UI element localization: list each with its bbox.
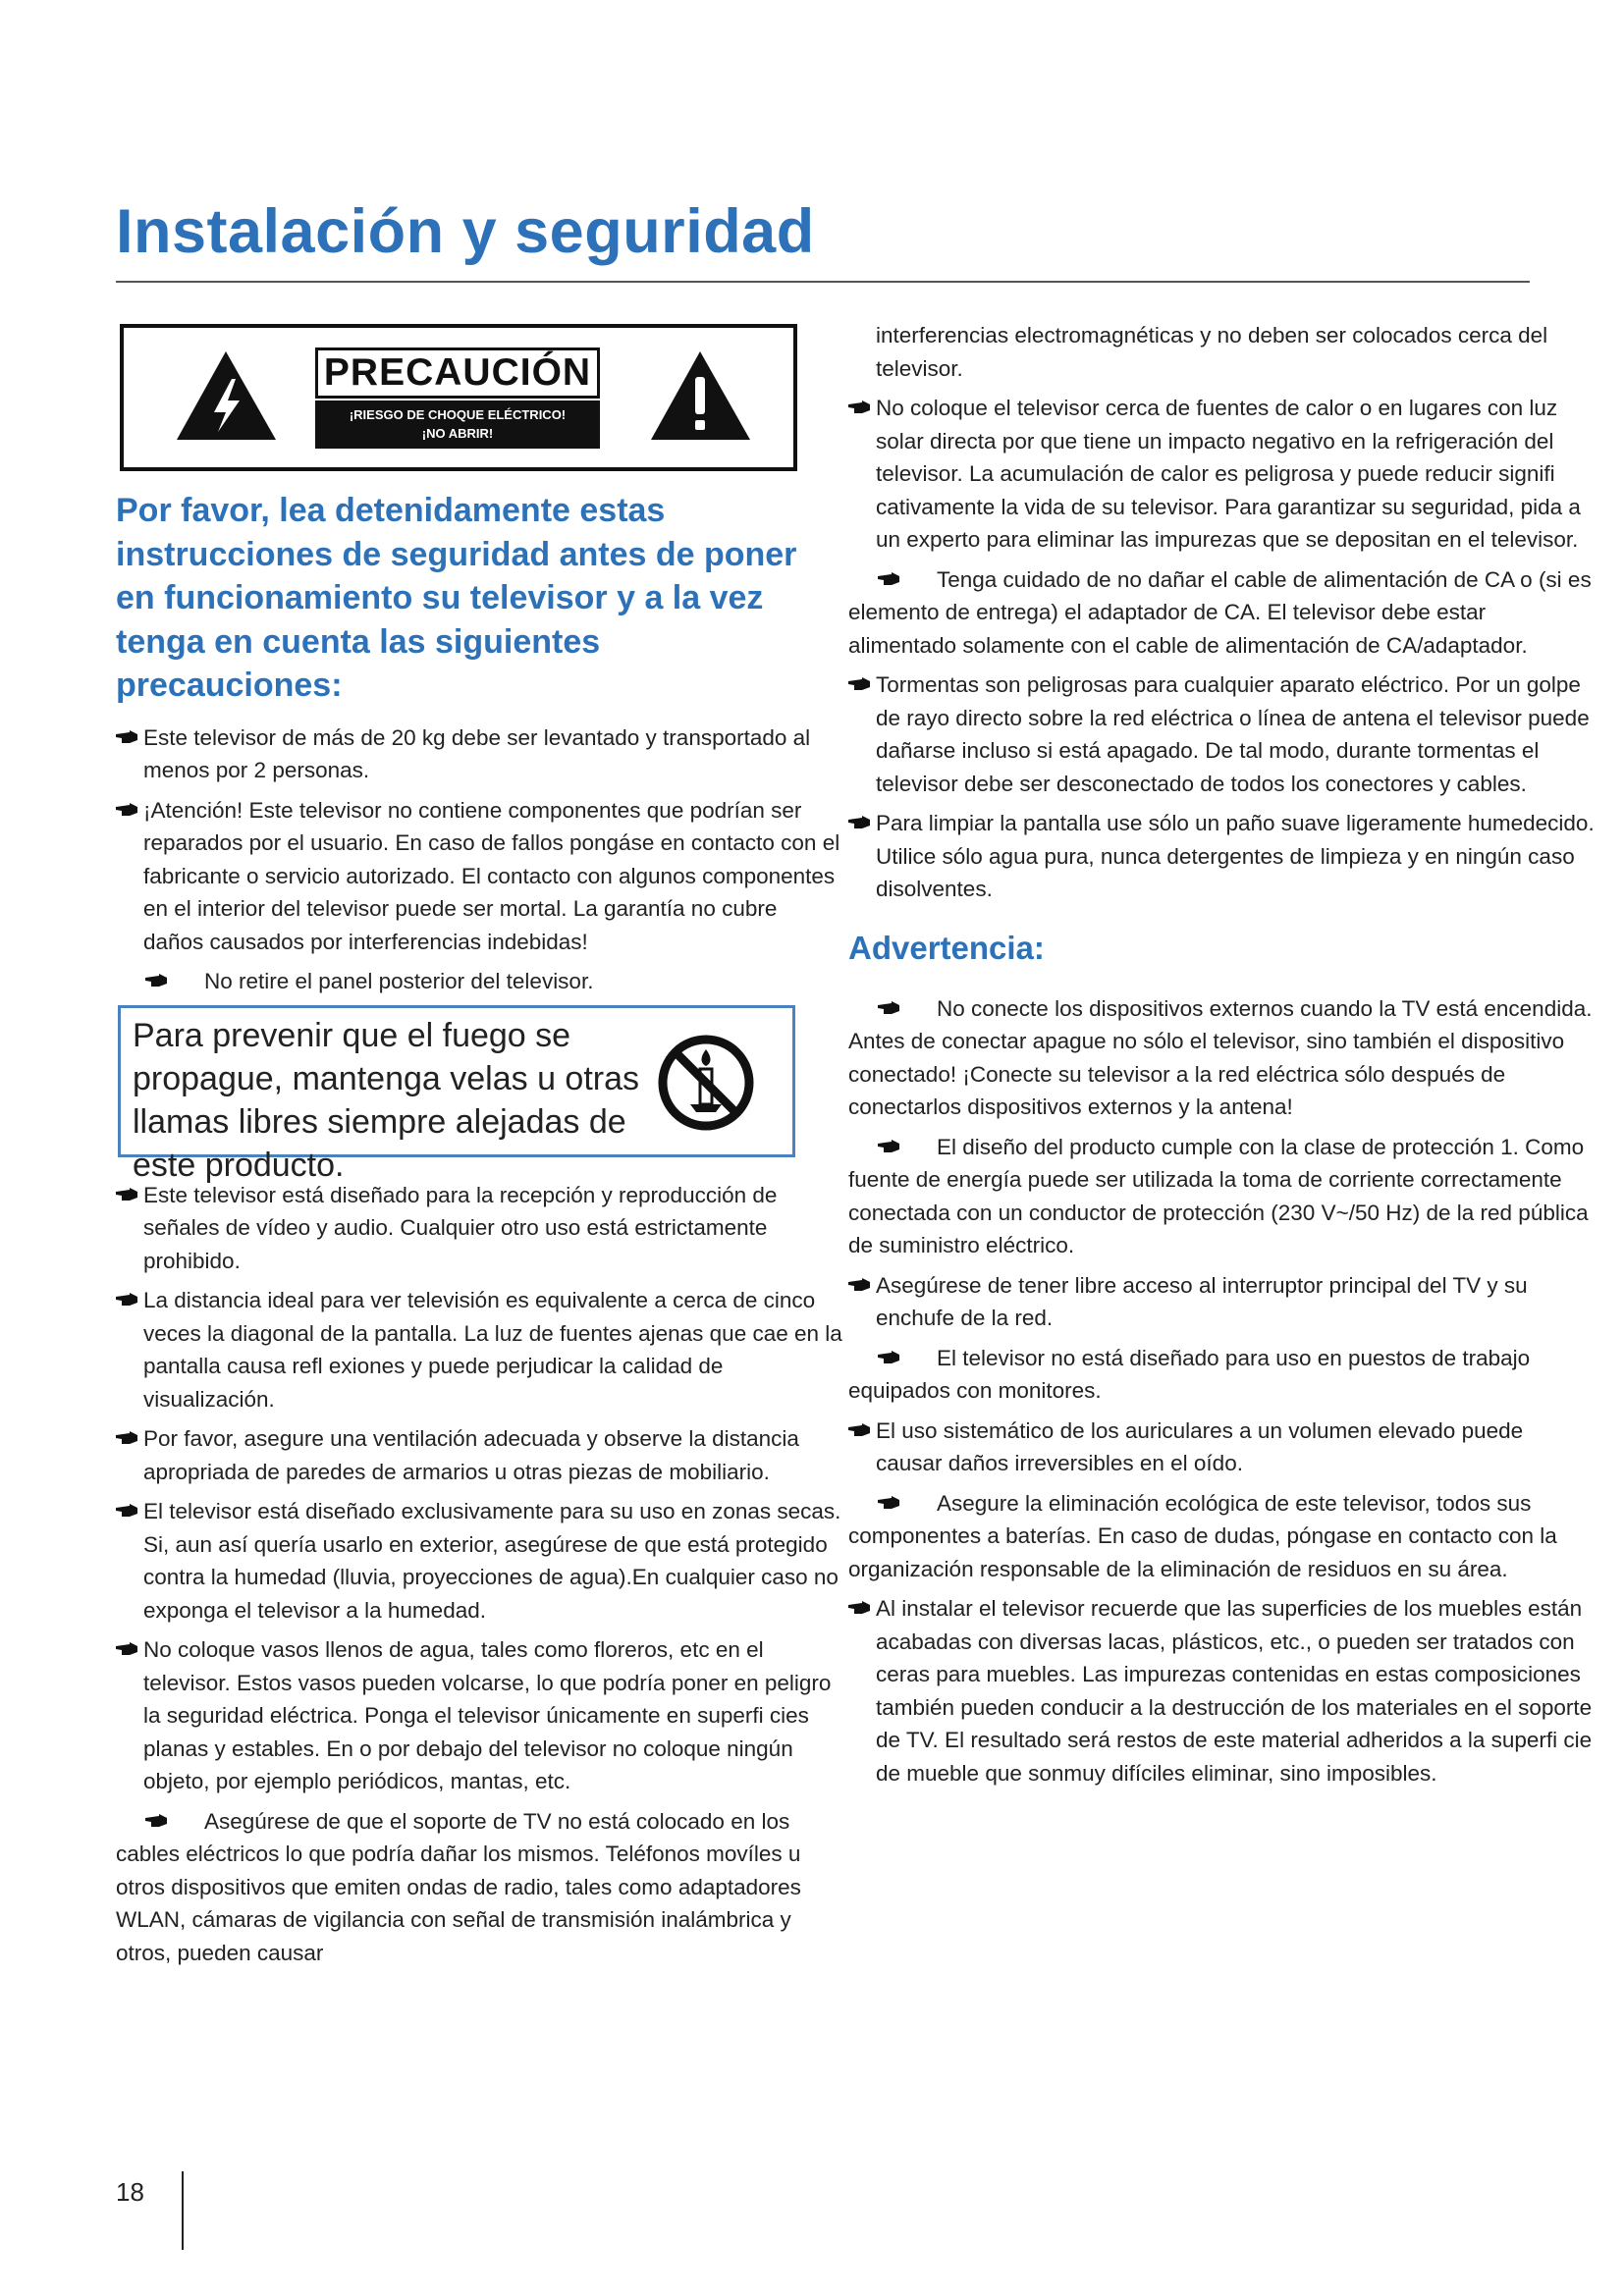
pointing-hand-icon bbox=[848, 1278, 872, 1292]
list-item-continuation bbox=[848, 319, 1595, 385]
list-item bbox=[848, 563, 1595, 663]
list-item-text: No retire el panel posterior del televisor. bbox=[204, 969, 594, 993]
intro-heading: Por favor, lea detenidamente estas instrucciones de seguridad antes de poner en funcionamiento su televisor y a la vez tenga en cuenta las siguientes precauciones: bbox=[116, 492, 797, 704]
list-item bbox=[116, 965, 842, 998]
list-item bbox=[116, 1495, 842, 1627]
pointing-hand-icon bbox=[116, 1642, 139, 1656]
list-item bbox=[848, 992, 1595, 1124]
right-bullets-bottom bbox=[848, 992, 1595, 1790]
list-item-text: Este televisor está diseñado para la recepción y reproducción de señales de vídeo y audio. Cualquier otro uso está estrictamente prohibido. bbox=[143, 1182, 778, 1273]
list-item-text: Este televisor de más de 20 kg debe ser levantado y transportado al menos por 2 personas. bbox=[143, 724, 811, 782]
pointing-hand-icon bbox=[878, 1496, 901, 1510]
right-column bbox=[848, 319, 1595, 1796]
exclamation-warning-icon bbox=[649, 349, 752, 442]
pointing-hand-icon bbox=[116, 730, 139, 744]
list-item-text: No coloque el televisor cerca de fuentes de calor o en lugares con luz solar directa por que tiene un impacto negativo en la refrigeración del televisor. La acumulación de calor es peligrosa y puede reducir signifi cativamente la vida de su televisor. Para garantizar su seguridad, pida a un experto para eliminar las impurezas que se depositan en el televisor. bbox=[876, 396, 1581, 552]
list-item-text: El televisor está diseñado exclusivamente para su uso en zonas secas. Si, aun así quería usarlo en exterior, asegúrese de que está protegido contra la humedad (lluvia, proyecciones de agua).En cualquier caso no exponga el televisor a la humedad. bbox=[143, 1499, 841, 1623]
list-item-text: El diseño del producto cumple con la clase de protección 1. Como fuente de energía puede ser utilizada la toma de corriente correctamente conectada con un conductor de protección (230 V~/50 Hz) de la red pública de suministro eléctrico. bbox=[848, 1134, 1589, 1257]
page-number: 18 bbox=[116, 2177, 144, 2207]
list-item bbox=[848, 392, 1595, 557]
pointing-hand-icon bbox=[848, 400, 872, 414]
fire-warning-box bbox=[118, 1005, 795, 1184]
pointing-hand-icon bbox=[878, 1001, 901, 1015]
list-item bbox=[848, 1269, 1595, 1335]
list-item-text: Al instalar el televisor recuerde que las superficies de los muebles están acabadas con diversas lacas, plásticos, etc., o pueden ser tratados con ceras para muebles. Las impurezas contenidas en estas composiciones también pueden conducir a la destrucción de los materiales en el soporte de TV. El resultado será restos de este material adheridos a la superfi cie de mueble que sonmuy difíciles eliminar, sino imposibles. bbox=[876, 1596, 1593, 1786]
list-item bbox=[848, 1487, 1595, 1586]
list-item-text: No conecte los dispositivos externos cuando la TV está encendida. Antes de conectar apague no sólo el televisor, sino también el dispositivo conectado! ¡Conecte su televisor a la red eléctrica sólo después de conectarlos dispositivos externos y la antena! bbox=[848, 995, 1593, 1119]
list-item-text: No coloque vasos llenos de agua, tales como floreros, etc en el televisor. Estos vasos pueden volcarse, lo que podría poner en peligro la seguridad eléctrica. Ponga el televisor únicamente en superfi cies planas y estables. En o por debajo del televisor no coloque ningún objeto, por ejemplo periódicos, mantas, etc. bbox=[143, 1637, 832, 1793]
pointing-hand-icon bbox=[145, 974, 169, 988]
list-item bbox=[848, 1592, 1595, 1789]
no-open-flame-icon bbox=[657, 1034, 755, 1132]
list-item-text: Asegúrese de que el soporte de TV no está colocado en los cables eléctricos lo que podría dañar los mismos. Teléfonos movíles u otros dispositivos que emiten ondas de radio, tales como adaptadores WLAN, cámaras de vigilancia con señal de transmisión inalámbrica y otros, pueden causar bbox=[116, 1808, 801, 1965]
list-item bbox=[116, 721, 842, 787]
list-item bbox=[116, 1422, 842, 1488]
right-bullets-top bbox=[848, 319, 1595, 906]
list-item-text: interferencias electromagnéticas y no deben ser colocados cerca del televisor. bbox=[876, 323, 1548, 381]
list-item-text: La distancia ideal para ver televisión es equivalente a cerca de cinco veces la diagonal de la pantalla. La luz de fuentes ajenas que cae en la pantalla causa refl exiones y puede perjudicar la calidad de visualización. bbox=[143, 1288, 842, 1412]
pointing-hand-icon bbox=[878, 572, 901, 586]
list-item bbox=[116, 794, 842, 959]
pointing-hand-icon bbox=[848, 677, 872, 691]
pointing-hand-icon bbox=[878, 1351, 901, 1364]
list-item bbox=[848, 1415, 1595, 1480]
list-item bbox=[116, 1179, 842, 1278]
page-number-rule bbox=[182, 2171, 184, 2250]
list-item-text: Por favor, asegure una ventilación adecuada y observe la distancia apropriada de paredes de armarios u otras piezas de mobiliario. bbox=[143, 1426, 799, 1484]
list-item-text: Asegúrese de tener libre acceso al interruptor principal del TV y su enchufe de la red. bbox=[876, 1272, 1528, 1330]
list-item bbox=[116, 1633, 842, 1798]
caution-subtitle bbox=[315, 400, 600, 449]
pointing-hand-icon bbox=[116, 1188, 139, 1201]
caution-text-block bbox=[315, 347, 600, 449]
list-item-text: Asegure la eliminación ecológica de este televisor, todos sus componentes a baterías. En caso de dudas, póngase en contacto con la organización responsable de la eliminación de residuos en su área. bbox=[848, 1490, 1557, 1581]
pointing-hand-icon bbox=[848, 1601, 872, 1615]
list-item-text: ¡Atención! Este televisor no contiene componentes que podrían ser reparados por el usuario. En caso de fallos pongáse en contacto con el fabricante o servicio autorizado. El contacto con algunos componentes en el interior del televisor puede ser mortal. La garantía no cubre daños causados por interferencias indebidas! bbox=[143, 797, 840, 954]
warning-heading: Advertencia: bbox=[848, 929, 1045, 966]
list-item bbox=[848, 668, 1595, 800]
electric-shock-warning-icon bbox=[175, 349, 278, 442]
left-column bbox=[116, 324, 842, 1976]
list-item-text: El uso sistemático de los auriculares a un volumen elevado puede causar daños irreversibles en el oído. bbox=[876, 1417, 1524, 1475]
pointing-hand-icon bbox=[116, 1431, 139, 1445]
list-item bbox=[848, 1131, 1595, 1262]
list-item bbox=[116, 1284, 842, 1415]
pointing-hand-icon bbox=[848, 816, 872, 829]
pointing-hand-icon bbox=[878, 1140, 901, 1153]
caution-line-1: ¡RIESGO DE CHOQUE ELÉCTRICO! bbox=[349, 407, 567, 422]
list-item bbox=[848, 1342, 1595, 1408]
list-item-text: El televisor no está diseñado para uso en puestos de trabajo equipados con monitores. bbox=[848, 1345, 1531, 1403]
caution-line-2: ¡NO ABRIR! bbox=[421, 426, 494, 441]
left-bullets-top bbox=[116, 721, 842, 998]
pointing-hand-icon bbox=[848, 1423, 872, 1437]
list-item bbox=[116, 1805, 842, 1970]
page-title: Instalación y seguridad bbox=[116, 197, 815, 266]
list-item-text: Tormentas son peligrosas para cualquier aparato eléctrico. Por un golpe de rayo directo sobre la red eléctrica o línea de antena el televisor puede dañarse incluso si está apagado. De tal modo, durante tormentas el televisor debe ser desconectado de todos los conectores y cables. bbox=[876, 672, 1590, 796]
pointing-hand-icon bbox=[116, 1293, 139, 1307]
caution-label bbox=[120, 324, 797, 471]
caution-title: PRECAUCIÓN bbox=[315, 347, 600, 399]
fire-warning-text: Para prevenir que el fuego se propague, mantenga velas u otras llamas libres siempre alejadas de este producto. bbox=[133, 1016, 640, 1184]
pointing-hand-icon bbox=[145, 1814, 169, 1828]
left-bullets-bottom bbox=[116, 1179, 842, 1970]
list-item bbox=[848, 807, 1595, 906]
title-rule bbox=[116, 281, 1530, 283]
list-item-text: Para limpiar la pantalla use sólo un paño suave ligeramente humedecido. Utilice sólo agua pura, nunca detergentes de limpieza y en ningún caso disolventes. bbox=[876, 811, 1595, 901]
list-item-text: Tenga cuidado de no dañar el cable de alimentación de CA o (si es elemento de entrega) el adaptador de CA. El televisor debe estar alimentado solamente con el cable de alimentación de CA/adaptador. bbox=[848, 566, 1592, 658]
pointing-hand-icon bbox=[116, 803, 139, 817]
pointing-hand-icon bbox=[116, 1504, 139, 1518]
